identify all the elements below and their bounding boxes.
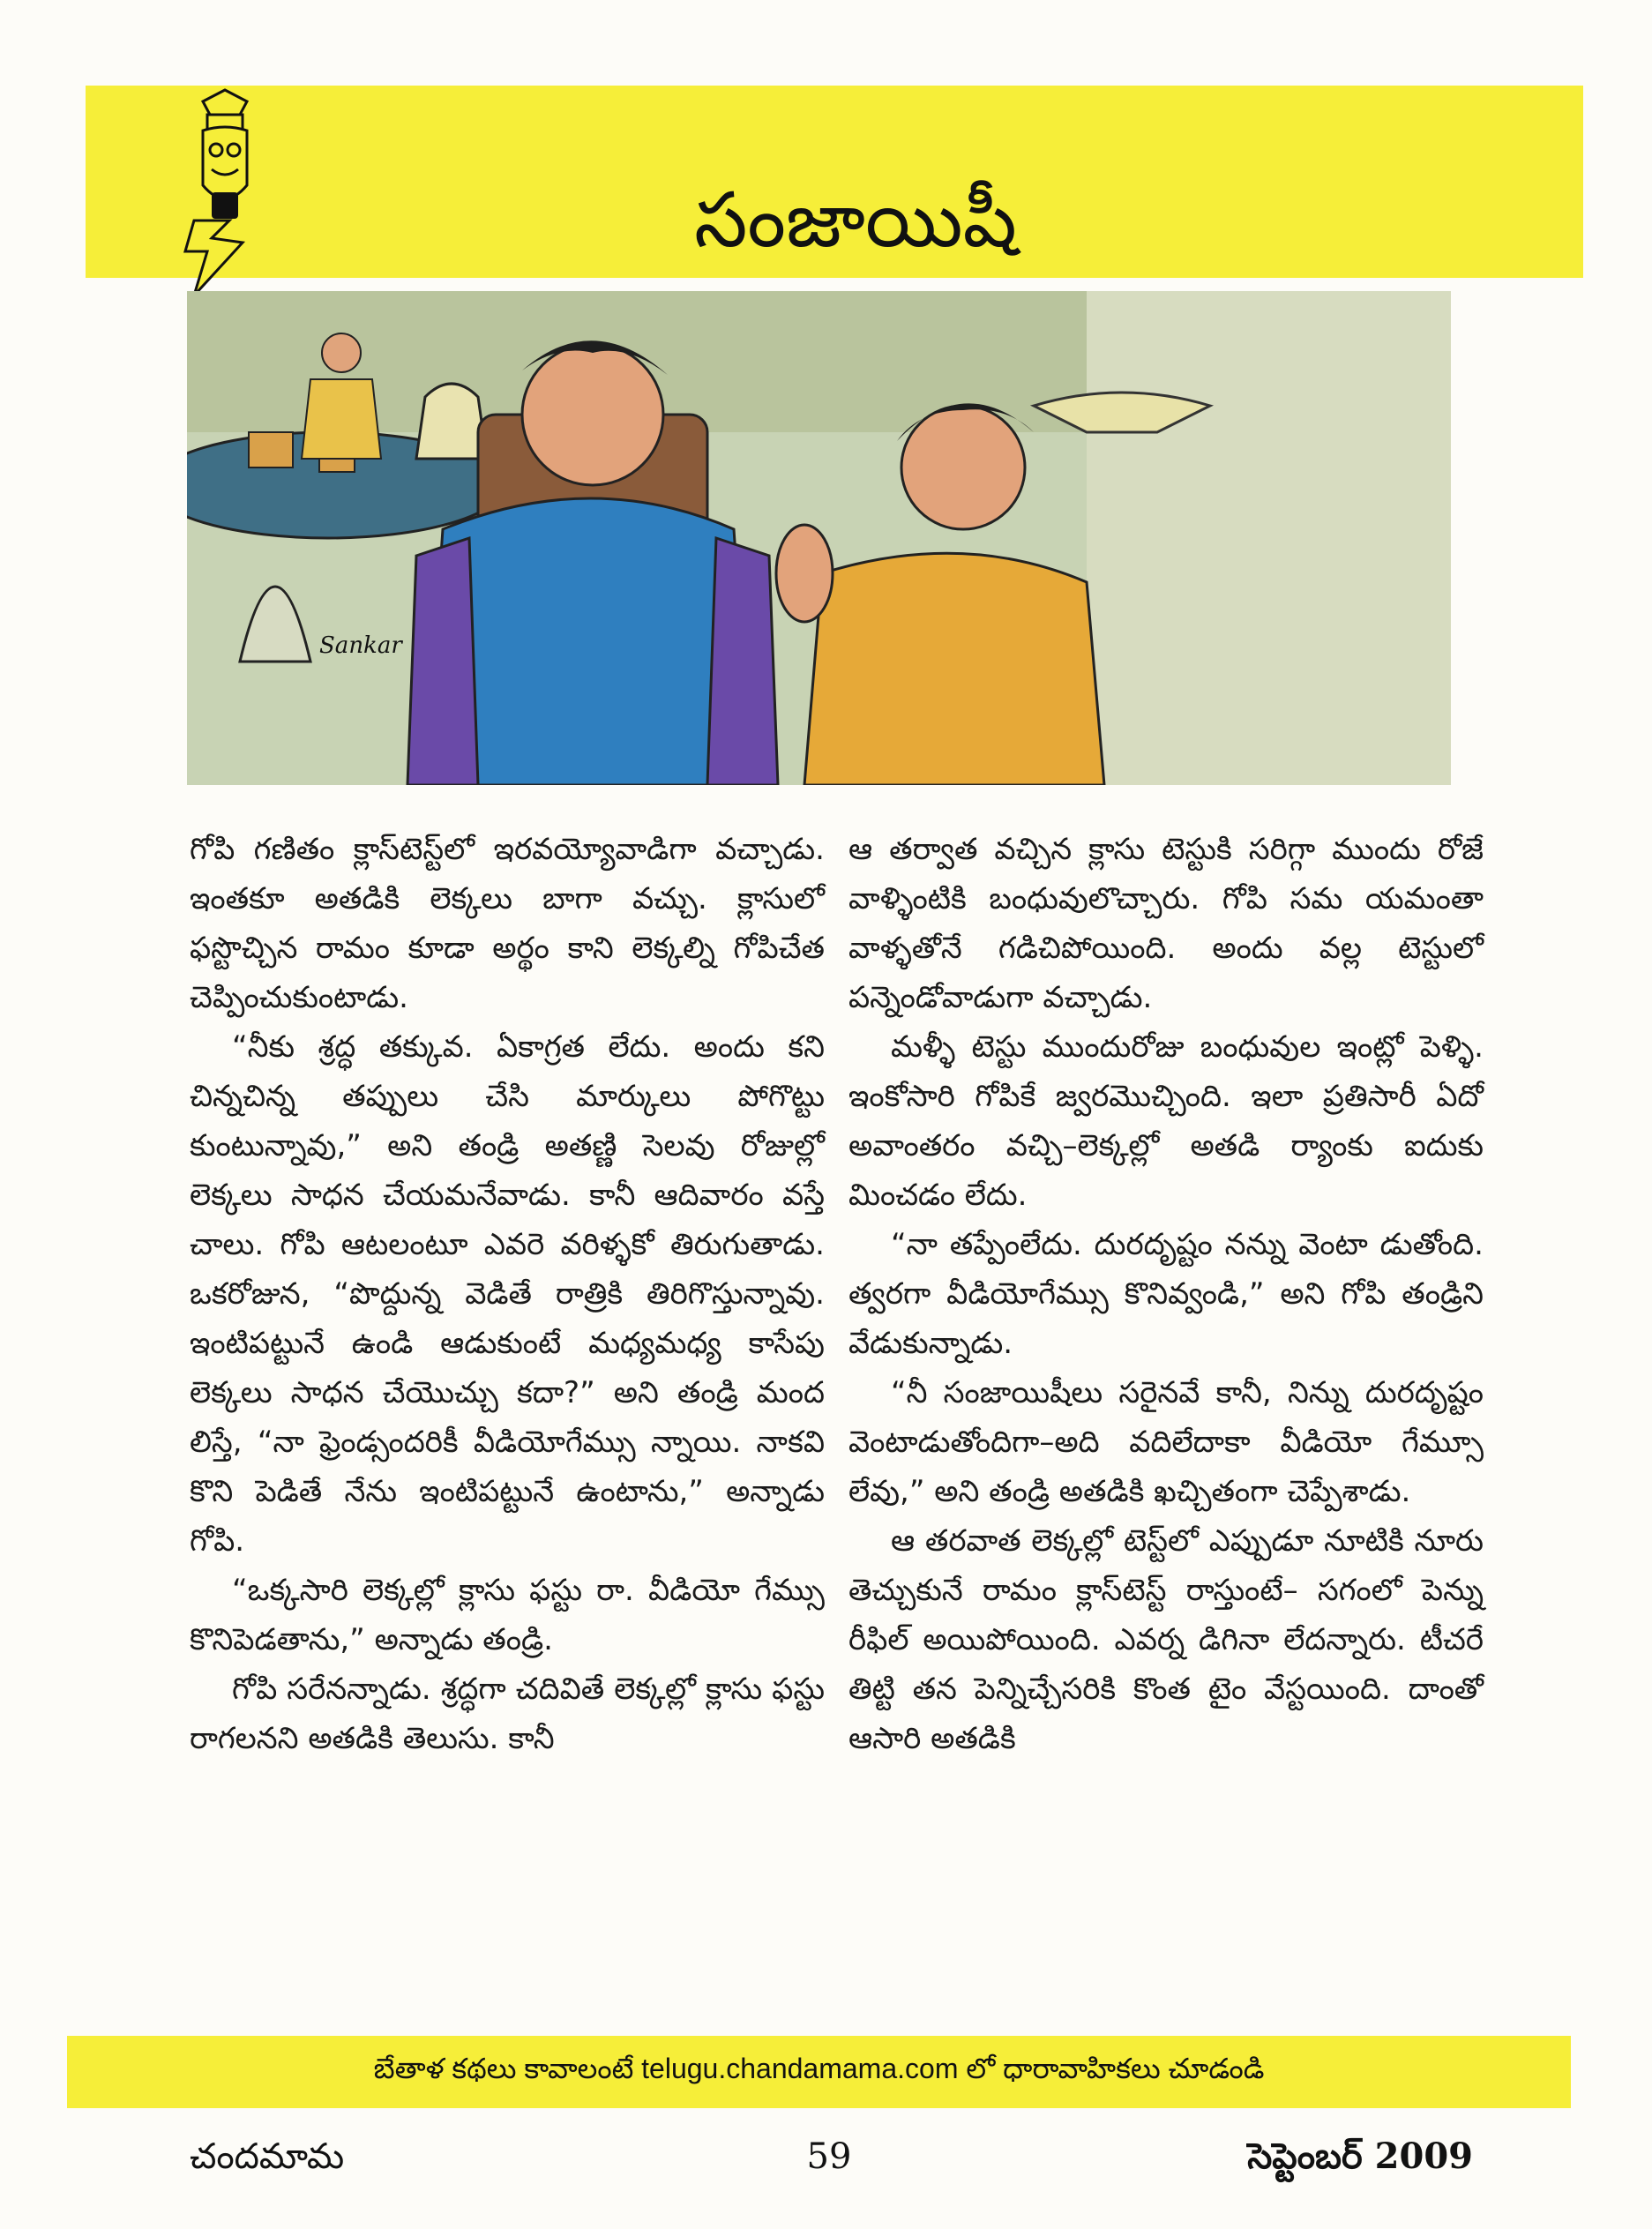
illustrator-signature: Sankar xyxy=(319,632,402,659)
story-paragraph: “ఒక్కసారి లెక్కల్లో క్లాసు ఫస్టు రా. వీడియో గేమ్సు కొనిపెడతాను,” అన్నాడు తండ్రి. xyxy=(190,1573,825,1657)
promo-text: బేతాళ కథలు కావాలంటే telugu.chandamama.com లో ధారావాహికలు చూడండి xyxy=(373,2052,1265,2084)
story-paragraph: ఆ తర్వాత వచ్చిన క్లాసు టెస్టుకి సరిగ్గా ముందు రోజే వాళ్ళింటికి బంధువులొచ్చారు. గోపి సమ యమంతా వాళ్ళతోనే గడిచిపోయింది. అందు వల్ల టెస్టులో పన్నెండోవాడుగా వచ్చాడు. xyxy=(848,832,1484,1015)
story-paragraph: “నీ సంజాయిషీలు సరైనవే కానీ, నిన్ను దురదృష్టం వెంటాడుతోందిగా–అది వదిలేదాకా వీడియో గేమ్సూ లేవు,” అని తండ్రి అతడికి ఖచ్చితంగా చెప్పేశాడు. xyxy=(848,1375,1484,1509)
pen-nib-logo-icon xyxy=(176,88,273,300)
story-paragraph: “నీకు శ్రద్ధ తక్కువ. ఏకాగ్రత లేదు. అందు కని చిన్నచిన్న తప్పులు చేసి మార్కులు పోగొట్టు కుంటున్నావు,” అని తండ్రి అతణ్ణి సెలవు రోజుల్లో లెక్కలు సాధన చేయమనేవాడు. కానీ ఆదివారం వస్తే చాలు. గోపి ఆటలంటూ ఎవరె వరిళ్ళకో తిరుగుతాడు. ఒకరోజున, “పొద్దున్న వెడితే రాత్రికి తిరిగొస్తున్నావు. ఇంటిపట్టునే ఉండి ఆడుకుంటే మధ్యమధ్య కాసేపు లెక్కలు సాధన చేయొచ్చు కదా?” అని తండ్రి మంద లిస్తే, “నా ఫ్రెండ్సందరికీ వీడియోగేమ్సు న్నాయి. నాకవి కొని పెడితే నేను ఇంటిపట్టునే ఉంటాను,” అన్నాడు గోపి. xyxy=(190,1029,825,1559)
story-paragraph: మళ్ళీ టెస్టు ముందురోజు బంధువుల ఇంట్లో పెళ్ళి. ఇంకోసారి గోపికే జ్వరమొచ్చింది. ఇలా ప్రతిసారీ ఏదో అవాంతరం వచ్చి–లెక్కల్లో అతడి ర్యాంకు ఐదుకు మించడం లేదు. xyxy=(848,1029,1484,1213)
magazine-name: చందమామ xyxy=(190,2136,345,2177)
story-paragraph: “నా తప్పేంలేదు. దురదృష్టం నన్ను వెంటా డుతోంది. త్వరగా వీడియోగేమ్సు కొనివ్వండి,” అని గోపి తండ్రిని వేడుకున్నాడు. xyxy=(848,1227,1484,1361)
story-paragraph: గోపి సరేనన్నాడు. శ్రద్ధగా చదివితే లెక్కల్లో క్లాసు ఫస్టు రాగలనని అతడికి తెలుసు. కానీ xyxy=(190,1672,825,1756)
story-paragraph: గోపి గణితం క్లాస్‌టెస్ట్‌లో ఇరవయ్యోవాడిగా వచ్చాడు. ఇంతకూ అతడికి లెక్కలు బాగా వచ్చు. క్లాసులో ఫస్టొచ్చిన రామం కూడా అర్థం కాని లెక్కల్ని గోపిచేత చెప్పించుకుంటాడు. xyxy=(190,832,825,1015)
promo-banner xyxy=(67,2036,1571,2108)
story-illustration xyxy=(187,291,1451,785)
story-left-column xyxy=(190,825,825,1998)
issue-date: సెప్టెంబర్ 2009 xyxy=(1247,2136,1473,2177)
story-paragraph: ఆ తరవాత లెక్కల్లో టెస్ట్‌లో ఎప్పుడూ నూటికి నూరు తెచ్చుకునే రామం క్లాస్‌టెస్ట్ రాస్తుంటే– సగంలో పెన్ను రీఫిల్ అయిపోయింది. ఎవర్న డిగినా లేదన్నారు. టీచరే తిట్టి తన పెన్నిచ్చేసరికి కొంత టైం వేస్టయింది. దాంతో ఆసారి అతడికి xyxy=(848,1523,1484,1756)
story-right-column xyxy=(848,825,1484,1998)
story-title: సంజాయిషీ xyxy=(694,176,1017,265)
page-number: 59 xyxy=(806,2136,852,2177)
